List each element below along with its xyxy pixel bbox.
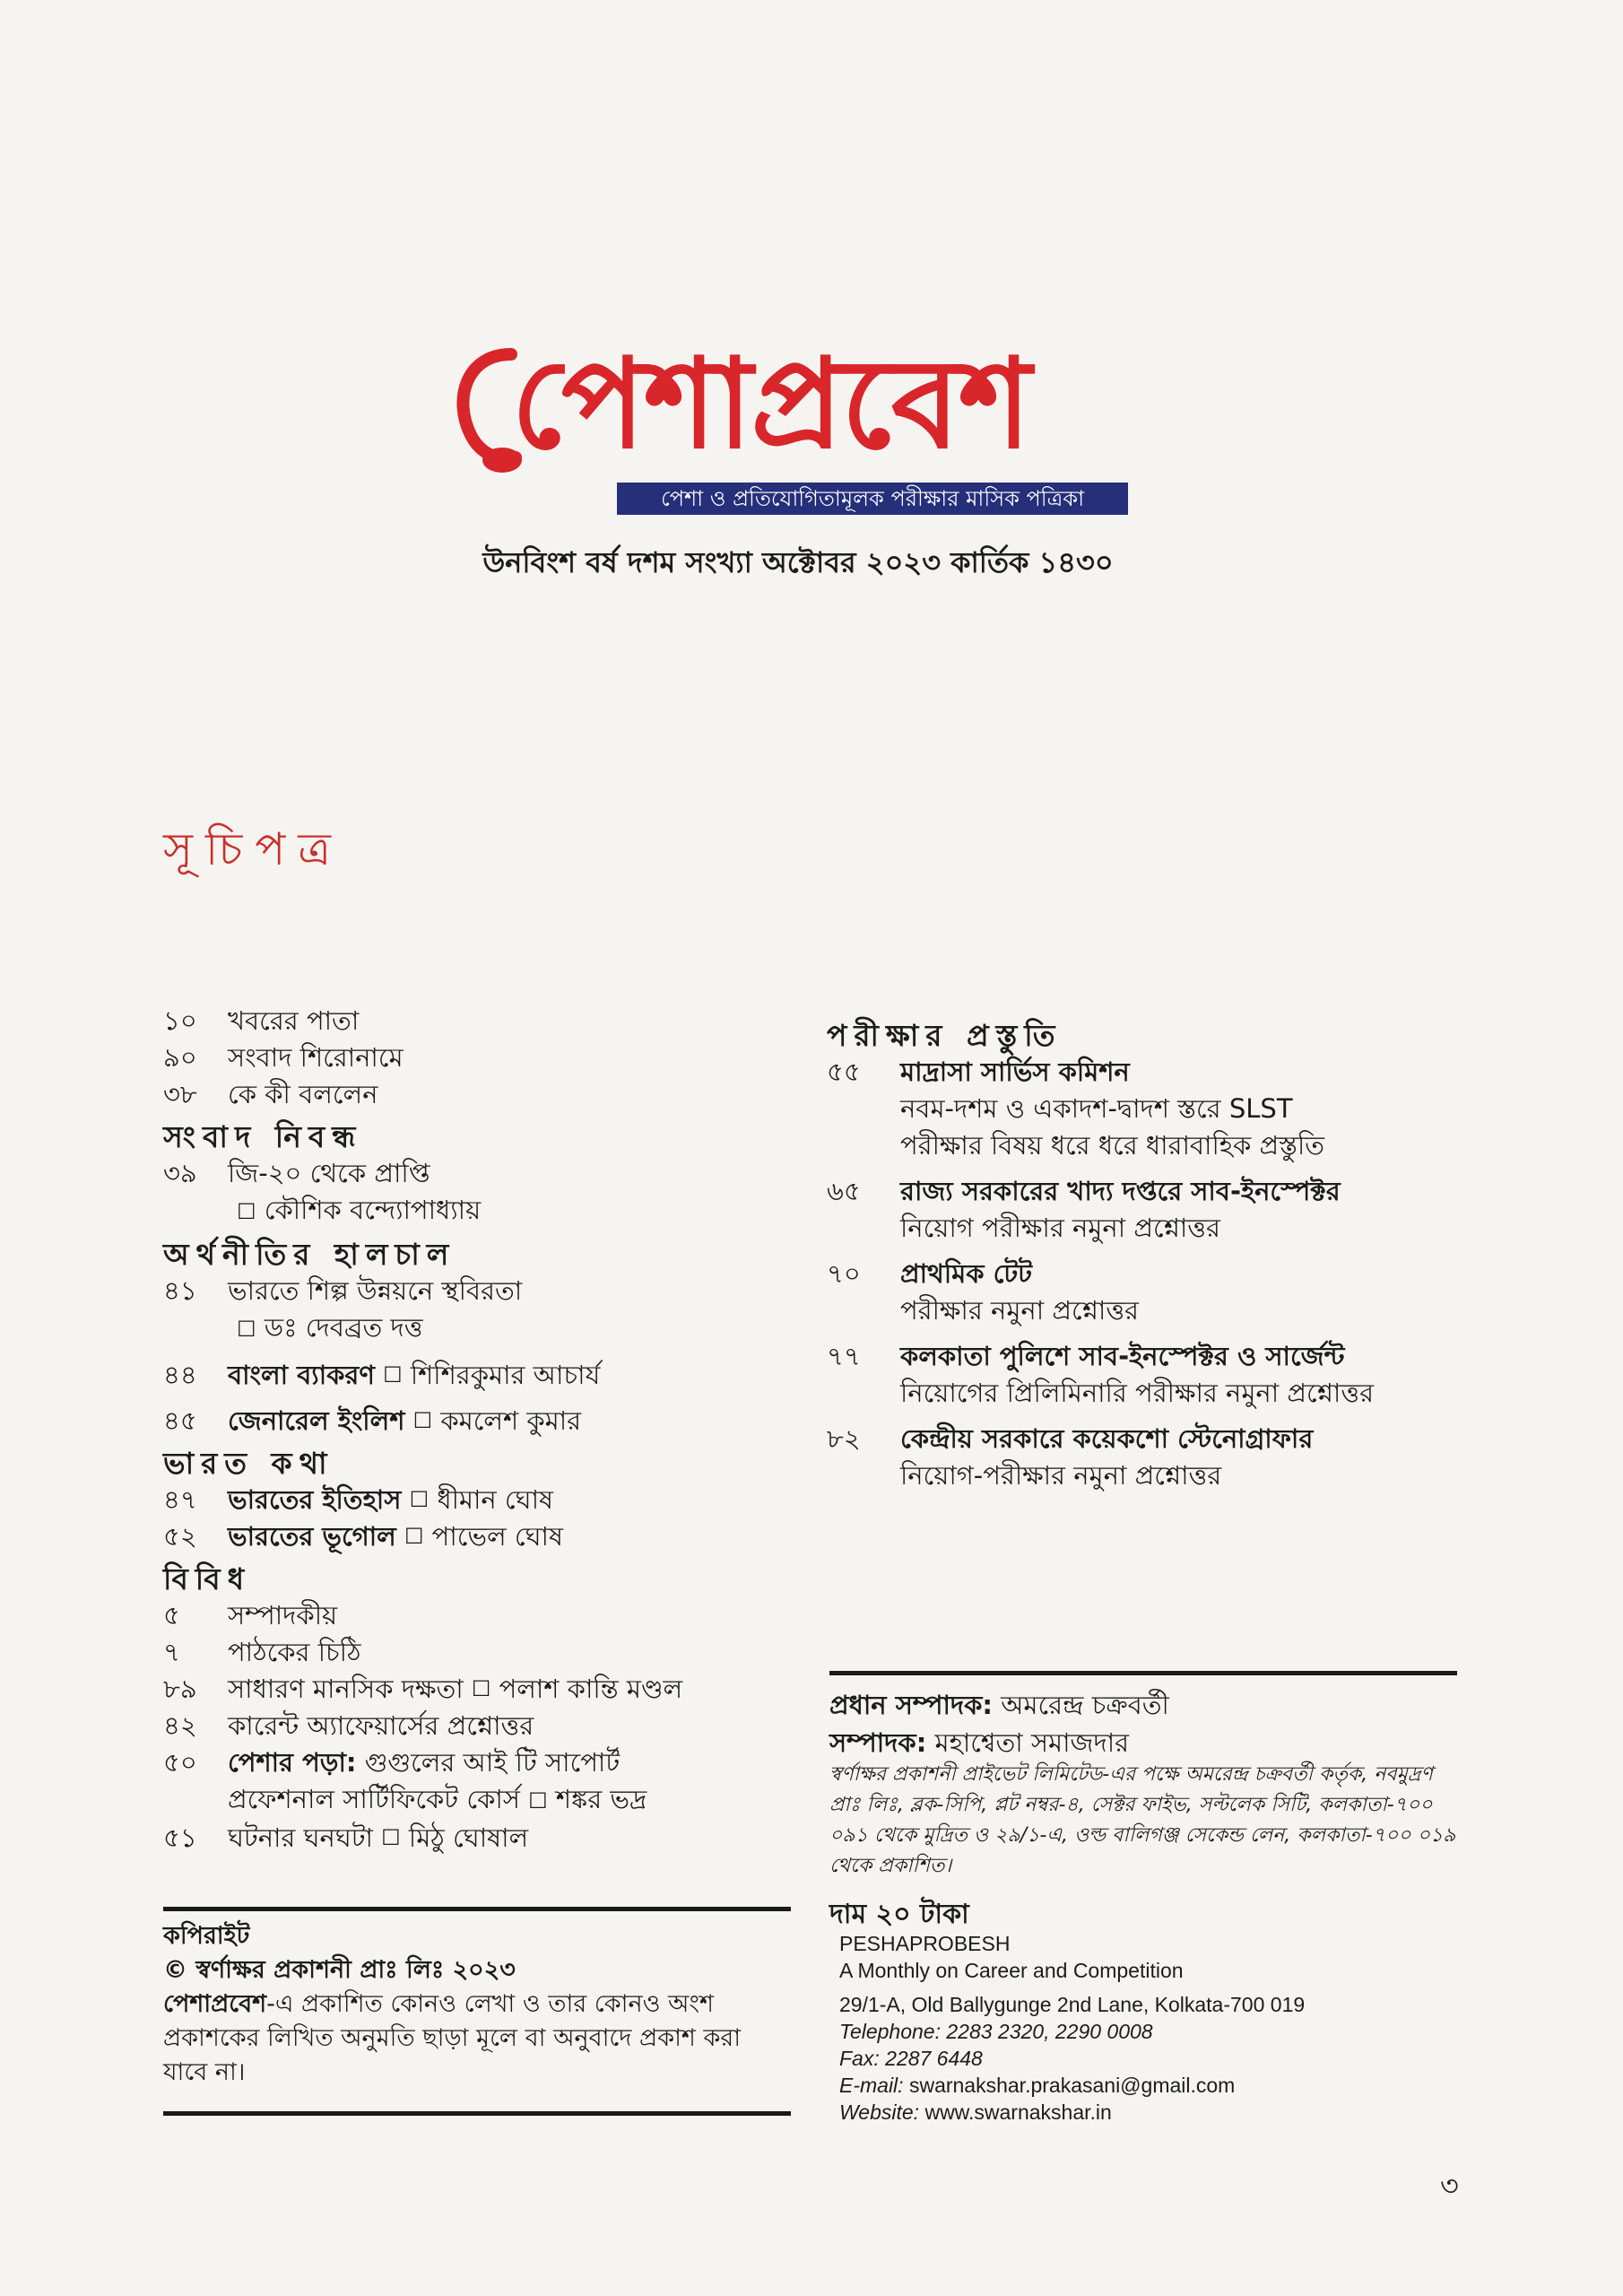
tagline: পেশা ও প্রতিযোগিতামূলক পরীক্ষার মাসিক পত্রিকা <box>617 483 1128 515</box>
magazine-name: PESHAPROBESH <box>839 1932 1011 1955</box>
toc-item: ৪১ ভারতে শিল্প উন্নয়নে স্থবিরতা <box>163 1275 523 1306</box>
contact-block <box>839 1930 1467 2126</box>
toc-item-line: পরীক্ষার বিষয় ধরে ধরে ধারাবাহিক প্রস্তুতি <box>900 1130 1325 1161</box>
toc-item-line: নবম-দশম ও একাদশ-দ্বাদশ স্তরে SLST <box>900 1093 1293 1124</box>
copyright-heading: কপিরাইট <box>163 1922 250 1950</box>
website: Website: www.swarnakshar.in <box>839 2100 1112 2124</box>
toc-item-line: পরীক্ষার নমুনা প্রশ্নোত্তর <box>900 1295 1140 1326</box>
divider <box>829 1671 1457 1675</box>
section-heading-sambad: সংবাদ নিবন্ধ <box>163 1119 363 1154</box>
magazine-subtitle: A Monthly on Career and Competition <box>839 1959 1184 1982</box>
fax: Fax: 2287 6448 <box>839 2047 983 2070</box>
section-heading-pariksha: পরীক্ষার প্রস্তুতি <box>827 1018 1063 1053</box>
section-heading-arthaniti: অর্থনীতির হালচাল <box>163 1237 456 1272</box>
editor: সম্পাদক: মহাশ্বেতা সমাজদার <box>829 1727 1130 1758</box>
toc-item: ৫১ ঘটনার ঘনঘটা ☐ মিঠু ঘোষাল <box>163 1822 529 1853</box>
section-heading-bharat: ভারত কথা <box>163 1446 334 1481</box>
toc-left-column <box>163 1003 791 1857</box>
toc-author: ☐ কৌশিক বন্দ্যোপাধ্যায় <box>237 1195 482 1225</box>
masthead-logo <box>448 327 1148 480</box>
toc-item: ৪৪ বাংলা ব্যাকরণ ☐ শিশিরকুমার আচার্য <box>163 1360 601 1390</box>
toc-right-column <box>827 1012 1472 1494</box>
toc-item: ৭০ প্রাথমিক টেট <box>827 1258 1032 1289</box>
toc-item: ৩৮ কে কী বললেন <box>163 1079 378 1109</box>
page-number: ৩ <box>1440 2169 1459 2203</box>
toc-item: ৯০ সংবাদ শিরোনামে <box>163 1042 404 1073</box>
divider <box>163 1907 791 1911</box>
toc-item: ৪২ কারেন্ট অ্যাফেয়ার্সের প্রশ্নোত্তর <box>163 1710 534 1741</box>
toc-item: ৭৭ কলকাতা পুলিশে সাব-ইনস্পেক্টর ও সার্জেন্ট <box>827 1341 1345 1371</box>
issue-line: উনবিংশ বর্ষ দশম সংখ্যা অক্টোবর ২০২৩ কার্তিক ১৪৩০ <box>482 545 1114 579</box>
toc-item: ৮৯ সাধারণ মানসিক দক্ষতা ☐ পলাশ কান্তি মণ্ডল <box>163 1674 683 1704</box>
price: দাম ২০ টাকা <box>829 1899 969 1930</box>
toc-item: ৮২ কেন্দ্রীয় সরকারে কয়েকশো স্টেনোগ্রাফার <box>827 1423 1314 1454</box>
chief-editor: প্রধান সম্পাদক: অমরেন্দ্র চক্রবর্তী <box>829 1690 1169 1720</box>
publisher-note: স্বর্ণাক্ষর প্রকাশনী প্রাইভেট লিমিটেড-এর পক্ষে অমরেন্দ্র চক্রবর্তী কর্তৃক, নবমুদ্রণ প্রাঃ লিঃ, ব্লক-সিপি, প্লট নম্বর-৪, সেক্টর ফাইভ, সল্টলেক সিটি, কলকাতা-৭০০ ০৯১ থেকে মুদ্রিত ও ২৯/১-এ, ওল্ড বালিগঞ্জ সেকেন্ড লেন, কলকাতা-৭০০ ০১৯ থেকে প্রকাশিত। <box>829 1763 1456 1877</box>
toc-title: সূচিপত্র <box>163 823 343 875</box>
toc-item: ৪৫ জেনারেল ইংলিশ ☐ কমলেশ কুমার <box>163 1405 582 1436</box>
toc-item-line: নিয়োগ পরীক্ষার নমুনা প্রশ্নোত্তর <box>900 1213 1220 1243</box>
toc-author: ☐ ডঃ দেবব্রত দত্ত <box>237 1312 423 1343</box>
toc-item: ৭ পাঠকের চিঠি <box>163 1637 361 1667</box>
toc-item: ৪৭ ভারতের ইতিহাস ☐ ধীমান ঘোষ <box>163 1484 553 1515</box>
email: E-mail: swarnakshar.prakasani@gmail.com <box>839 2074 1236 2097</box>
toc-item: ৫ সম্পাদকীয় <box>163 1600 338 1631</box>
copyright-owner: © স্বর্ণাক্ষর প্রকাশনী প্রাঃ লিঃ ২০২৩ <box>163 1956 516 1984</box>
toc-item: ৬৫ রাজ্য সরকারের খাদ্য দপ্তরে সাব-ইনস্পেক্টর <box>827 1176 1341 1206</box>
telephone: Telephone: 2283 2320, 2290 0008 <box>839 2020 1153 2043</box>
toc-item: ৫৫ মাদ্রাসা সার্ভিস কমিশন <box>827 1057 1130 1087</box>
address: 29/1-A, Old Ballygunge 2nd Lane, Kolkata-700 019 <box>839 1993 1306 2016</box>
toc-item: ৩৯ জি-২০ থেকে প্রাপ্তি <box>163 1158 430 1188</box>
toc-item-line: নিয়োগের প্রিলিমিনারি পরীক্ষার নমুনা প্রশ্নোত্তর <box>900 1378 1375 1408</box>
copyright-notice: পেশাপ্রবেশ-এ প্রকাশিত কোনও লেখা ও তার কোনও অংশ প্রকাশকের লিখিত অনুমতি ছাড়া মূলে বা অনুবাদে প্রকাশ করা যাবে না। <box>163 1990 742 2086</box>
copyright-block <box>163 1919 791 2090</box>
toc-item-continuation: প্রফেশনাল সার্টিফিকেট কোর্স ☐ শঙ্কর ভদ্র <box>228 1784 647 1814</box>
toc-item: ৫০ পেশার পড়া: গুগুলের আই টি সাপোর্ট <box>163 1747 621 1778</box>
toc-item: ৫২ ভারতের ভূগোল ☐ পাভেল ঘোষ <box>163 1521 563 1552</box>
logo-title: পেশাপ্রবেশ <box>511 330 1030 476</box>
editors-block <box>829 1686 1457 1761</box>
section-heading-bibidh: বিবিধ <box>163 1561 252 1596</box>
divider <box>163 2111 791 2116</box>
toc-item-line: নিয়োগ-পরীক্ষার নমুনা প্রশ্নোত্তর <box>900 1460 1222 1491</box>
toc-item: ১০ খবরের পাতা <box>163 1005 360 1036</box>
